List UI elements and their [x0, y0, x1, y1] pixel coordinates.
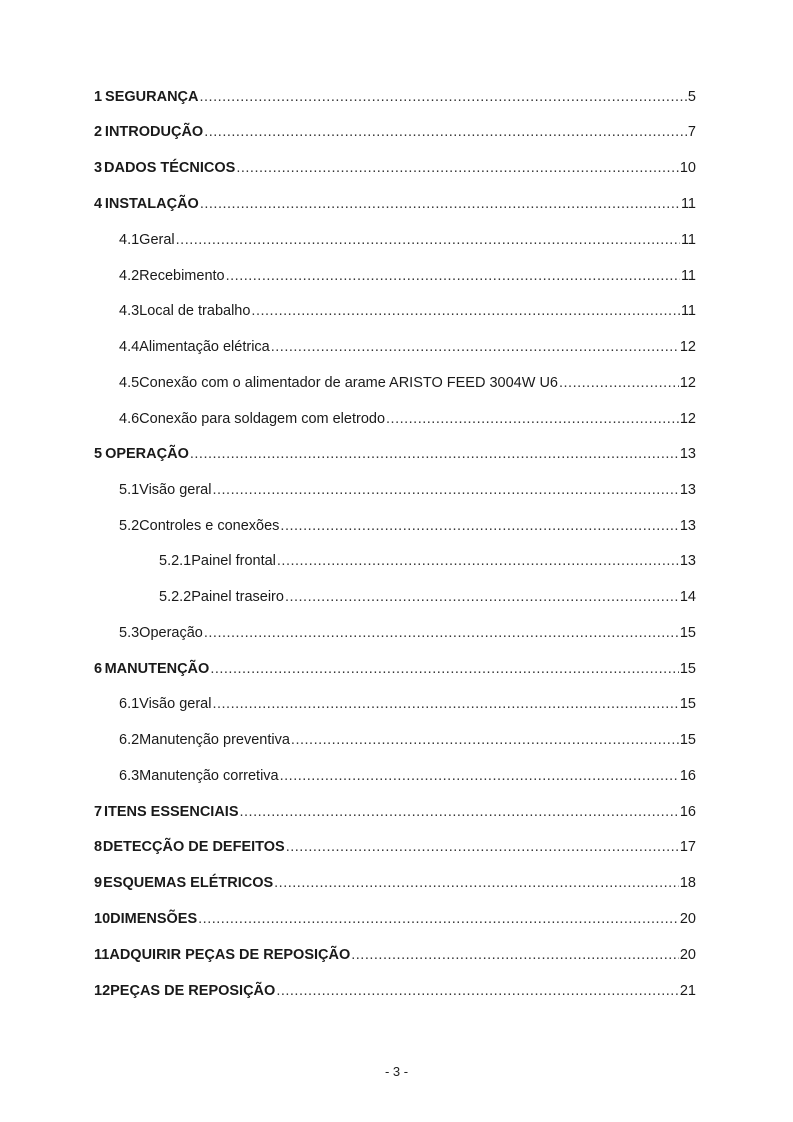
toc-title: Painel frontal [191, 553, 276, 569]
toc-number: 5.1 [119, 482, 140, 498]
toc-entry[interactable] [119, 408, 696, 430]
toc-leader-dots [251, 300, 680, 322]
toc-page-number: 11 [680, 303, 696, 319]
toc-entry[interactable] [94, 193, 696, 215]
toc-entry[interactable] [94, 908, 696, 930]
toc-page-number: 7 [687, 124, 696, 140]
toc-number: 5.2.2 [159, 589, 192, 605]
toc-leader-dots [285, 586, 679, 608]
toc-number: 6.1 [119, 696, 140, 712]
toc-number: 6.2 [119, 732, 140, 748]
toc-leader-dots [198, 908, 679, 930]
toc-entry[interactable] [119, 515, 696, 537]
toc-leader-dots [351, 944, 679, 966]
toc-leader-dots [176, 229, 680, 251]
toc-leader-dots [276, 980, 679, 1002]
toc-entry[interactable] [119, 229, 696, 251]
toc-page-number: 13 [679, 553, 696, 569]
toc-entry[interactable] [119, 265, 696, 287]
toc-entry[interactable] [119, 622, 696, 644]
toc-page-number: 5 [687, 89, 696, 105]
toc-number: 2 [94, 124, 103, 140]
toc-page-number: 15 [679, 625, 696, 641]
toc-leader-dots [291, 729, 679, 751]
toc-title: Controles e conexões [139, 518, 280, 534]
toc-number: 4.3 [119, 303, 140, 319]
toc-entry[interactable] [159, 550, 696, 572]
toc-title: ESQUEMAS ELÉTRICOS [103, 875, 274, 891]
toc-number: 1 [94, 89, 103, 105]
toc-number: 4.1 [119, 232, 140, 248]
toc-entry[interactable] [119, 372, 696, 394]
toc-entry[interactable] [119, 479, 696, 501]
toc-leader-dots [200, 193, 680, 215]
toc-entry[interactable] [94, 801, 696, 823]
toc-page-number: 11 [680, 268, 696, 284]
toc-number: 8 [94, 839, 103, 855]
toc-title: Manutenção corretiva [139, 768, 279, 784]
toc-page-number: 12 [679, 411, 696, 427]
toc-title: OPERAÇÃO [105, 446, 189, 462]
toc-page-number: 14 [679, 589, 696, 605]
toc-title: ITENS ESSENCIAIS [103, 804, 239, 820]
toc-title: Visão geral [139, 482, 212, 498]
toc-leader-dots [274, 872, 679, 894]
toc-title: SEGURANÇA [105, 89, 199, 105]
toc-title: Alimentação elétrica [139, 339, 270, 355]
toc-number: 5.2 [119, 518, 140, 534]
toc-title: PEÇAS DE REPOSIÇÃO [110, 983, 276, 999]
toc-page-number: 15 [679, 732, 696, 748]
toc-title: Geral [139, 232, 175, 248]
toc-leader-dots [212, 479, 678, 501]
toc-number: 4.4 [119, 339, 140, 355]
toc-title: Conexão com o alimentador de arame ARISTO FEED 3004W U6 [139, 375, 558, 391]
toc-page-number: 12 [679, 375, 696, 391]
toc-page-number: 10 [679, 160, 696, 176]
toc-title: DETECÇÃO DE DEFEITOS [102, 839, 285, 855]
toc-title: MANUTENÇÃO [104, 661, 210, 677]
toc-number: 4.6 [119, 411, 140, 427]
toc-leader-dots [271, 336, 679, 358]
toc-entry[interactable] [119, 765, 696, 787]
toc-entry[interactable] [94, 443, 696, 465]
toc-page-number: 20 [679, 947, 696, 963]
toc-entry[interactable] [94, 121, 696, 143]
toc-title: Conexão para soldagem com eletrodo [139, 411, 386, 427]
toc-number: 5.2.1 [159, 553, 192, 569]
toc-leader-dots [199, 86, 686, 108]
toc-entry[interactable] [94, 658, 696, 680]
toc-number: 7 [94, 804, 103, 820]
toc-number: 4 [94, 196, 103, 212]
toc-page-number: 11 [680, 232, 696, 248]
toc-leader-dots [386, 408, 679, 430]
toc-leader-dots [277, 550, 679, 572]
toc-title: INSTALAÇÃO [104, 196, 199, 212]
toc-title: Operação [139, 625, 203, 641]
toc-page-number: 17 [679, 839, 696, 855]
toc-title: Recebimento [139, 268, 225, 284]
toc-page-number: 15 [679, 661, 696, 677]
toc-leader-dots [190, 443, 679, 465]
toc-title: Manutenção preventiva [139, 732, 290, 748]
toc-number: 11 [94, 947, 110, 963]
toc-number: 9 [94, 875, 103, 891]
toc-page-number: 15 [679, 696, 696, 712]
toc-title: Painel traseiro [191, 589, 284, 605]
toc-leader-dots [204, 622, 679, 644]
toc-page-number: 12 [679, 339, 696, 355]
toc-entry[interactable] [94, 157, 696, 179]
toc-number: 4.5 [119, 375, 140, 391]
toc-page-number: 18 [679, 875, 696, 891]
toc-leader-dots [204, 121, 687, 143]
toc-title: Visão geral [139, 696, 212, 712]
toc-entry[interactable] [119, 336, 696, 358]
toc-leader-dots [210, 658, 679, 680]
toc-entry[interactable] [119, 693, 696, 715]
toc-number: 4.2 [119, 268, 140, 284]
toc-page-number: 13 [679, 482, 696, 498]
toc-number: 5.3 [119, 625, 140, 641]
toc-leader-dots [286, 836, 679, 858]
toc-entry[interactable] [94, 86, 696, 108]
page-number: - 3 - [384, 1064, 409, 1079]
toc-page-number: 20 [679, 911, 696, 927]
toc-title: INTRODUÇÃO [104, 124, 204, 140]
toc-number: 6 [94, 661, 103, 677]
toc-entry[interactable] [94, 944, 696, 966]
toc-leader-dots [236, 157, 679, 179]
toc-title: Local de trabalho [139, 303, 251, 319]
toc-page-number: 11 [680, 196, 696, 212]
toc-leader-dots [559, 372, 679, 394]
toc-page-number: 16 [679, 804, 696, 820]
toc-number: 12 [94, 983, 111, 999]
toc-leader-dots [280, 515, 678, 537]
toc-entry[interactable] [94, 872, 696, 894]
toc-number: 6.3 [119, 768, 140, 784]
toc-leader-dots [226, 265, 680, 287]
toc-page-number: 13 [679, 446, 696, 462]
toc-title: DADOS TÉCNICOS [104, 160, 236, 176]
toc-title: ADQUIRIR PEÇAS DE REPOSIÇÃO [109, 947, 351, 963]
toc-entry[interactable] [159, 586, 696, 608]
toc-leader-dots [240, 801, 679, 823]
toc-page-number: 21 [679, 983, 696, 999]
toc-entry[interactable] [119, 300, 696, 322]
toc-page-number: 16 [679, 768, 696, 784]
toc-page-number: 13 [679, 518, 696, 534]
toc-number: 5 [94, 446, 103, 462]
toc-entry[interactable] [94, 980, 696, 1002]
toc-leader-dots [280, 765, 679, 787]
toc-entry[interactable] [119, 729, 696, 751]
toc-entry[interactable] [94, 836, 696, 858]
toc-number: 3 [94, 160, 103, 176]
toc-title: DIMENSÕES [110, 911, 198, 927]
toc-number: 10 [94, 911, 111, 927]
toc-leader-dots [212, 693, 678, 715]
